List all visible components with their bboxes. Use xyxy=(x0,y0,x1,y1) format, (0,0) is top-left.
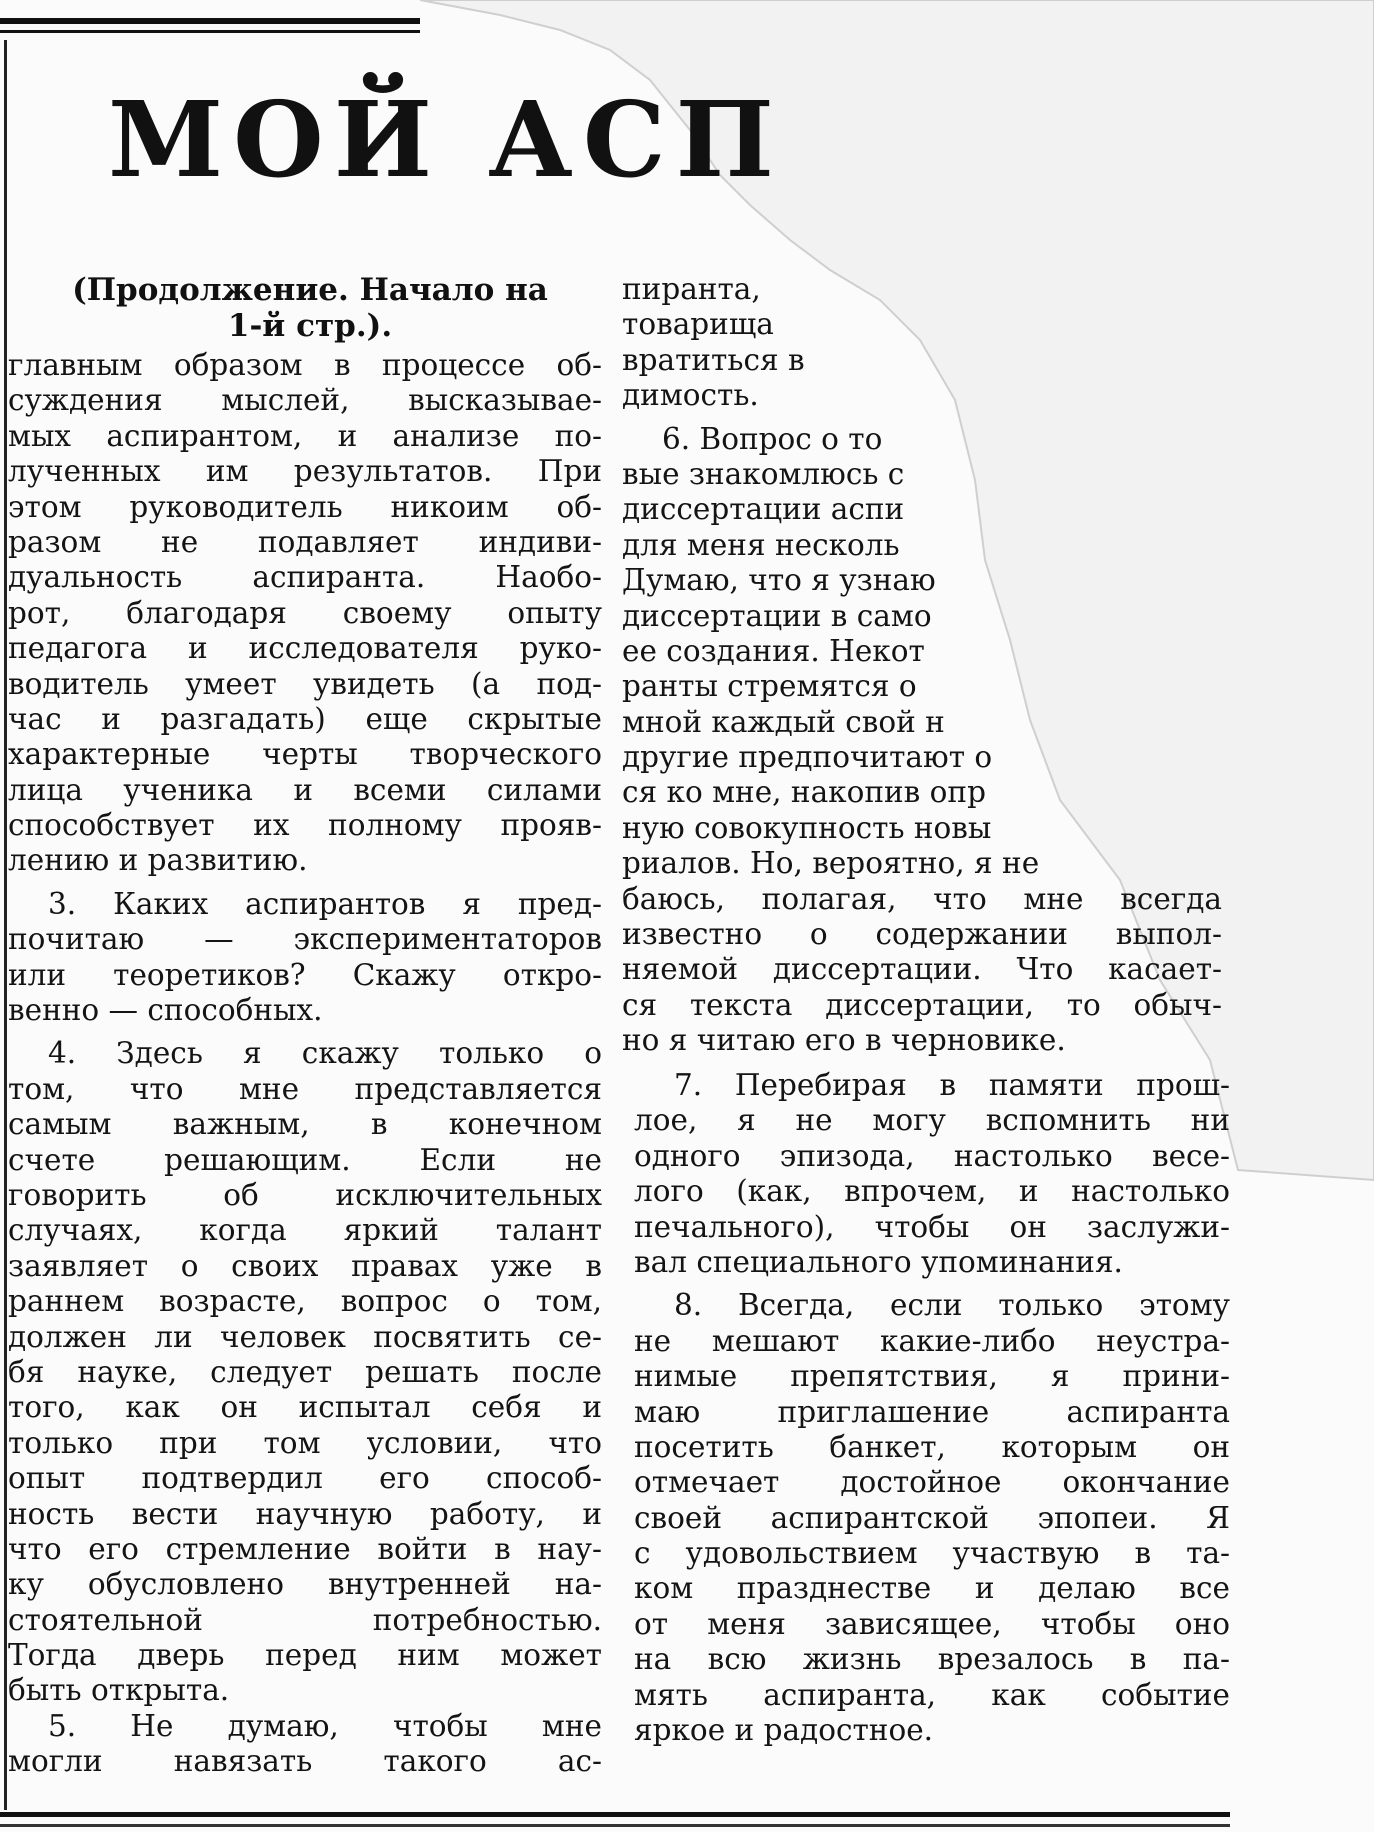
text-line: на всю жизнь врезалось в па- xyxy=(634,1642,1230,1677)
continuation-note xyxy=(30,272,590,344)
text-line: ность вести научную работу, и xyxy=(8,1496,602,1531)
text-line: вые знакомлюсь с xyxy=(622,456,905,491)
text-line: случаях, когда яркий талант xyxy=(8,1213,602,1248)
text-line: почитаю — экспериментаторов xyxy=(8,922,602,957)
text-line: но я читаю его в черновике. xyxy=(622,1023,1066,1058)
text-line: своей аспирантской эпопеи. Я xyxy=(634,1500,1230,1535)
text-line: баюсь, полагая, что мне всегда xyxy=(622,881,1222,916)
text-line: того, как он испытал себя и xyxy=(8,1390,602,1425)
text-line: лого (как, впрочем, и настолько xyxy=(634,1174,1230,1209)
text-line: этом руководитель никоим об- xyxy=(8,489,602,524)
article-column-1 xyxy=(8,348,602,1780)
top-rule xyxy=(0,18,420,24)
article-column-2-top xyxy=(622,272,1222,1059)
article-column-2-bottom xyxy=(634,1068,1230,1748)
text-line: венно — способных. xyxy=(8,993,323,1028)
text-line: счете решающим. Если не xyxy=(8,1142,602,1177)
text-line: диссертации аспи xyxy=(622,492,905,527)
text-line: лица ученика и всеми силами xyxy=(8,772,602,807)
text-line: лученных им результатов. При xyxy=(8,454,602,489)
text-line: лое, я не могу вспомнить ни xyxy=(634,1103,1230,1138)
text-line: разом не подавляет индиви- xyxy=(8,524,602,559)
text-line: дуальность аспиранта. Наобо- xyxy=(8,560,602,595)
text-line: педагога и исследователя руко- xyxy=(8,631,602,666)
text-line: 8. Всегда, если только этому xyxy=(674,1288,1230,1323)
text-line: няемой диссертации. Что касает- xyxy=(622,952,1222,987)
text-line: самым важным, в конечном xyxy=(8,1107,602,1142)
top-rule-thin xyxy=(0,30,420,33)
text-line: 4. Здесь я скажу только о xyxy=(48,1036,602,1071)
text-line: стоятельной потребностью. xyxy=(8,1602,602,1637)
text-line: главным образом в процессе об- xyxy=(8,348,602,382)
text-line: риалов. Но, вероятно, я не xyxy=(622,846,1040,881)
text-line: заявляет о своих правах уже в xyxy=(8,1248,602,1283)
text-line: Тогда дверь перед ним может xyxy=(8,1638,602,1673)
text-line: 6. Вопрос о то xyxy=(662,421,883,456)
text-line: ее создания. Некот xyxy=(622,633,925,668)
text-line: лению и развитию. xyxy=(8,843,308,878)
text-line: могли навязать такого ас- xyxy=(8,1744,602,1779)
text-line: яркое и радостное. xyxy=(634,1713,934,1748)
text-line: не мешают какие-либо неустра- xyxy=(634,1323,1230,1358)
text-line: ком празднестве и делаю все xyxy=(634,1571,1230,1606)
text-line: вратиться в xyxy=(622,342,805,377)
text-line: пиранта, xyxy=(622,272,761,306)
text-line: печального), чтобы он заслужи- xyxy=(634,1209,1230,1244)
text-line: ся текста диссертации, то обыч- xyxy=(622,987,1222,1022)
text-line: отмечает достойное окончание xyxy=(634,1465,1230,1500)
text-line: известно о содержании выпол- xyxy=(622,917,1222,952)
left-rule xyxy=(4,40,7,1810)
text-line: димость. xyxy=(622,378,759,413)
continuation-note-line: 1-й стр.). xyxy=(227,308,393,344)
text-line: одного эпизода, настолько весе- xyxy=(634,1138,1230,1173)
text-line: мых аспирантом, и анализе по- xyxy=(8,418,602,453)
text-line: ранты стремятся о xyxy=(622,669,917,704)
text-line: 5. Не думаю, чтобы мне xyxy=(48,1708,602,1743)
text-line: с удовольствием участвую в та- xyxy=(634,1536,1230,1571)
text-line: 3. Каких аспирантов я пред- xyxy=(48,886,602,921)
text-line: бя науке, следует решать после xyxy=(8,1354,602,1389)
text-line: другие предпочитают о xyxy=(622,740,993,775)
text-line: посетить банкет, которым он xyxy=(634,1429,1230,1464)
text-line: характерные черты творческого xyxy=(8,737,602,772)
text-line: способствует их полному прояв- xyxy=(8,808,602,843)
text-line: опыт подтвердил его способ- xyxy=(8,1461,602,1496)
text-line: товарища xyxy=(622,307,774,342)
bottom-rule xyxy=(0,1812,1230,1817)
text-line: маю приглашение аспиранта xyxy=(634,1394,1230,1429)
text-line: рот, благодаря своему опыту xyxy=(8,595,602,630)
text-line: 7. Перебирая в памяти прош- xyxy=(674,1068,1230,1102)
text-line: ся ко мне, накопив опр xyxy=(622,775,986,810)
headline: МОЙ АСП xyxy=(108,78,784,201)
text-line: только при том условии, что xyxy=(8,1425,602,1460)
text-line: час и разгадать) еще скрытые xyxy=(8,701,602,736)
text-line: вал специального упоминания. xyxy=(634,1244,1123,1279)
text-line: Думаю, что я узнаю xyxy=(622,563,936,598)
text-line: водитель умеет увидеть (а под- xyxy=(8,666,602,701)
text-line: должен ли человек посвятить се- xyxy=(8,1319,602,1354)
text-line: или теоретиков? Скажу откро- xyxy=(8,957,602,992)
text-line: что его стремление войти в нау- xyxy=(8,1531,602,1566)
text-line: диссертации в само xyxy=(622,598,932,633)
bottom-rule-thin xyxy=(0,1824,1230,1827)
text-line: быть открыта. xyxy=(8,1673,230,1708)
text-line: для меня несколь xyxy=(622,527,900,562)
text-line: нимые препятствия, я прини- xyxy=(634,1359,1230,1394)
text-line: мять аспиранта, как событие xyxy=(634,1677,1230,1712)
text-line: от меня зависящее, чтобы оно xyxy=(634,1606,1230,1641)
text-line: говорить об исключительных xyxy=(8,1177,602,1212)
text-line: мной каждый свой н xyxy=(622,704,945,739)
text-line: суждения мыслей, высказывае- xyxy=(8,383,602,418)
text-line: том, что мне представляется xyxy=(8,1071,602,1106)
continuation-note-line: (Продолжение. Начало на xyxy=(72,272,548,308)
text-line: ку обусловлено внутренней на- xyxy=(8,1567,602,1602)
text-line: раннем возрасте, вопрос о том, xyxy=(8,1284,602,1319)
text-line: ную совокупность новы xyxy=(622,810,992,845)
